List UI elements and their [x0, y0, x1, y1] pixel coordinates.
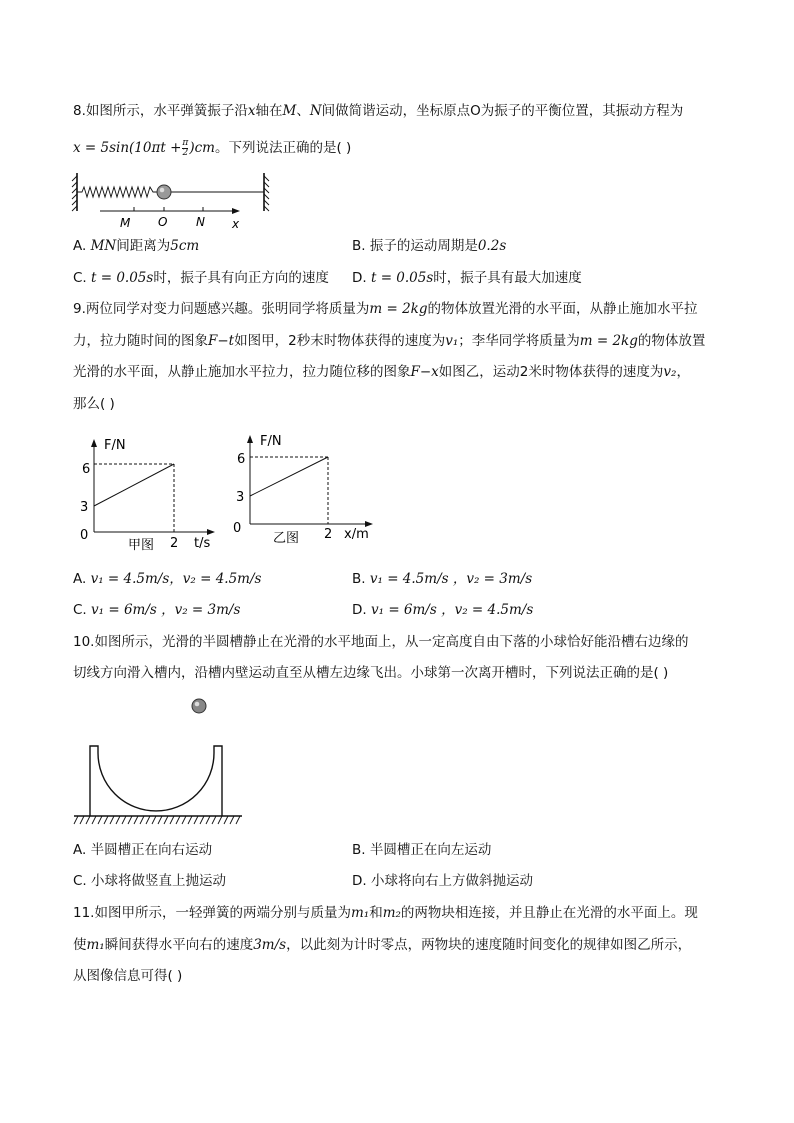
- semicircular-trough-figure: [70, 694, 250, 830]
- q10-stem-line1: 10.如图所示，光滑的半圆槽静止在光滑的水平地面上，从一定高度自由下落的小球恰好能沿槽右边缘的: [73, 634, 689, 650]
- force-line: [94, 464, 174, 506]
- ground-hatch: [74, 816, 240, 824]
- force-line: [250, 457, 328, 496]
- y-axis-arrow-icon: [91, 439, 97, 447]
- q9-option-d: D. v₁ = 6m/s ，v₂ = 4.5m/s: [352, 602, 534, 618]
- graph-caption-jia: 甲图: [128, 538, 155, 553]
- origin-label: 0: [233, 521, 242, 536]
- q9-option-a: A. v₁ = 4.5m/s，v₂ = 4.5m/s: [73, 571, 262, 587]
- label-O: O: [158, 215, 168, 229]
- q9-option-c: C. v₁ = 6m/s ，v₂ = 3m/s: [73, 602, 241, 618]
- q8-option-d: D. t = 0.05s时，振子具有最大加速度: [352, 270, 582, 286]
- q10-option-a: A. 半圆槽正在向右运动: [73, 842, 213, 858]
- y-axis-label: F/N: [104, 438, 126, 453]
- q8-option-b: B. 振子的运动周期是0.2s: [352, 238, 507, 254]
- y-axis-arrow-icon: [247, 435, 253, 443]
- tick-label-2: 2: [324, 527, 333, 542]
- label-x: x: [232, 217, 240, 231]
- q11-stem-line1: 11.如图甲所示，一轻弹簧的两端分别与质量为m₁和m₂的两物块相连接，并且静止在光滑的水平面上。现: [73, 905, 698, 921]
- label-M: M: [120, 216, 131, 230]
- graph-force-displacement: [226, 424, 386, 550]
- q11-stem-line3: 从图像信息可得( ): [73, 968, 183, 984]
- falling-ball: [192, 699, 206, 713]
- q10-option-b: B. 半圆槽正在向左运动: [352, 842, 492, 858]
- tick-label-6: 6: [82, 462, 91, 477]
- spring: [77, 187, 157, 197]
- q10-stem-line2: 切线方向滑入槽内，沿槽内壁运动直至从槽左边缘飞出。小球第一次离开槽时，下列说法正确的是( ): [73, 665, 669, 681]
- q11-stem-line2: 使m₁瞬间获得水平向右的速度3m/s，以此刻为计时零点，两物块的速度随时间变化的规律如图乙所示，: [73, 937, 692, 953]
- q9-stem-line3: 光滑的水平面，从静止施加水平拉力，拉力随位移的图象F−x如图乙，运动2米时物体获得的速度为v₂，: [73, 364, 690, 380]
- q9-option-b: B. v₁ = 4.5m/s ，v₂ = 3m/s: [352, 571, 533, 587]
- semicircular-trough: [90, 746, 222, 816]
- vibration-equation: x = 5sin(10πt +: [73, 140, 182, 156]
- x-axis-label: x/m: [344, 527, 369, 542]
- tick-label-6: 6: [237, 452, 246, 467]
- q8-option-a: A. MN间距离为5cm: [73, 238, 200, 254]
- q8-option-c: C. t = 0.05s时，振子具有向正方向的速度: [73, 270, 329, 286]
- origin-label: 0: [80, 528, 89, 543]
- fraction-pi-over-2: $\frac{\pi}{2}$: [182, 137, 189, 158]
- tick-label-2: 2: [170, 536, 179, 551]
- x-axis-arrow-icon: [232, 208, 240, 214]
- q10-option-c: C. 小球将做竖直上抛运动: [73, 873, 227, 889]
- graph-caption-yi: 乙图: [273, 531, 300, 546]
- label-N: N: [196, 215, 205, 229]
- q8-equation-line: x = 5sin(10πt + $\frac{\pi}{2}$ )cm。下列说法正确的是( ): [73, 137, 352, 158]
- q9-stem-line2: 力，拉力随时间的图象F−t如图甲，2秒末时物体获得的速度为v₁；李华同学将质量为m = 2kg的物体放置: [73, 333, 706, 349]
- q9-stem-line1: 9.两位同学对变力问题感兴趣。张明同学将质量为m = 2kg的物体放置光滑的水平面，从静止施加水平拉: [73, 301, 698, 317]
- x-axis-arrow-icon: [207, 529, 215, 535]
- q8-stem-line1: 8.如图所示，水平弹簧振子沿x轴在M、N间做简谐运动，坐标原点O为振子的平衡位置，其振动方程为: [73, 103, 684, 119]
- q9-stem-line4: 那么( ): [73, 396, 115, 412]
- graph-force-time: [70, 428, 230, 554]
- y-axis-label: F/N: [260, 434, 282, 449]
- tick-label-3: 3: [80, 500, 89, 515]
- tick-label-3: 3: [236, 490, 245, 505]
- q10-option-d: D. 小球将向右上方做斜抛运动: [352, 873, 533, 889]
- x-axis-label: t/s: [194, 536, 211, 551]
- spring-oscillator-figure: [70, 170, 280, 232]
- oscillator-ball: [157, 185, 171, 199]
